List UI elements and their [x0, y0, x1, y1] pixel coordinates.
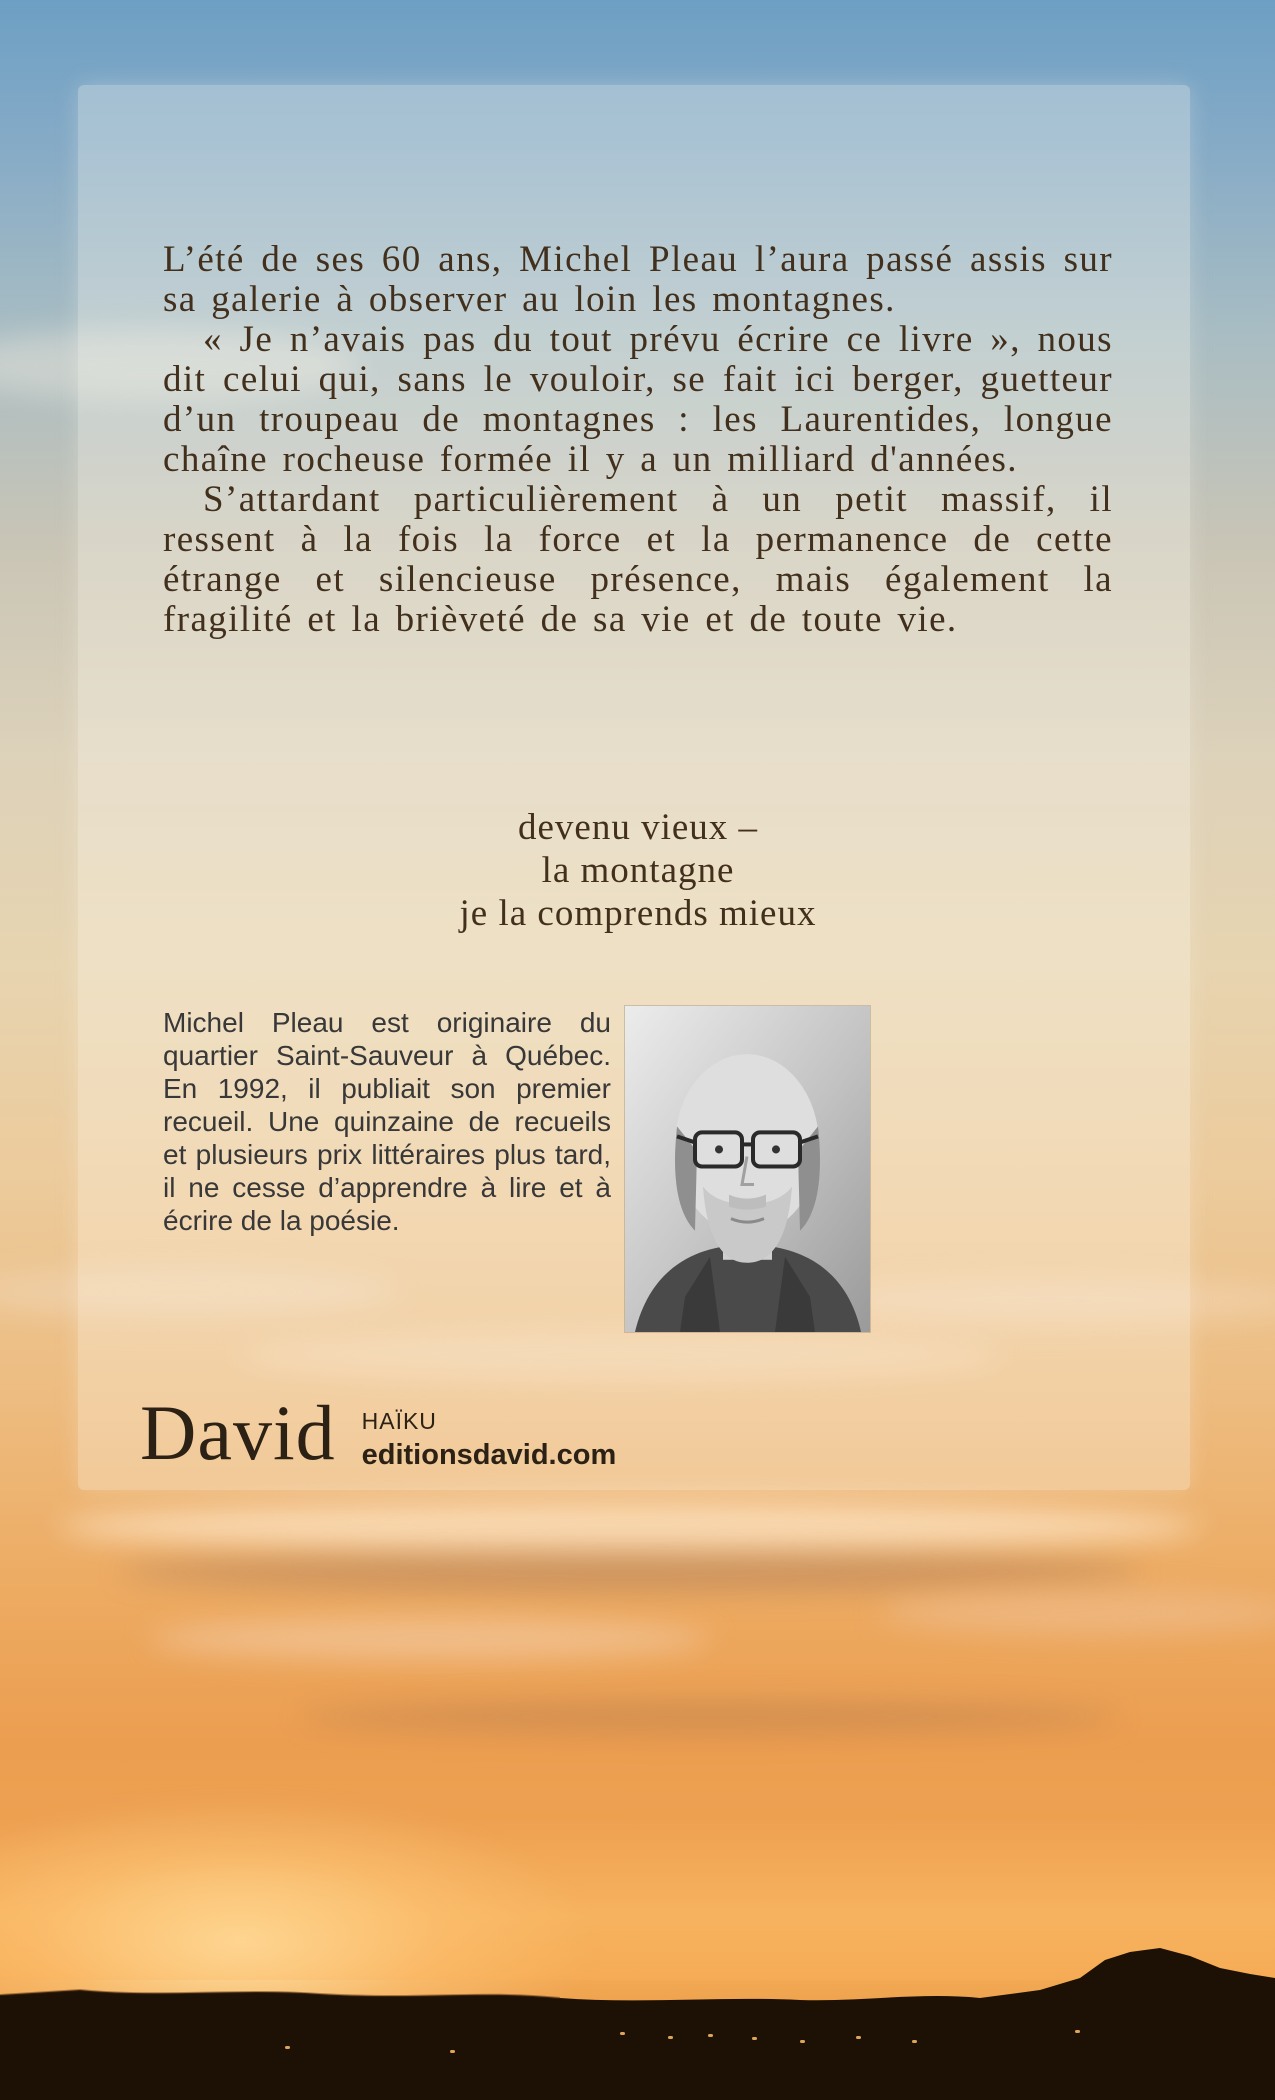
- distant-light: [912, 2040, 917, 2043]
- cloud: [880, 1592, 1275, 1634]
- cloud-shadow: [300, 1700, 1120, 1734]
- portrait-illustration: [625, 1006, 870, 1332]
- cloud: [150, 1618, 710, 1660]
- horizon-silhouette: [0, 1940, 1275, 2100]
- haiku-line: devenu vieux –: [517, 807, 759, 848]
- author-bio: Michel Pleau est originaire du quartier Saint-Sauveur à Québec. En 1992, il publiait son premier recueil. Une quinzaine de recueils et plusieurs prix littéraires plus tard, il ne cesse d’apprendre à lire et à écrire de la poésie.: [163, 1007, 611, 1236]
- synopsis: [163, 240, 1113, 640]
- publisher-logo: David: [140, 1389, 336, 1476]
- synopsis-paragraph: « Je n’avais pas du tout prévu écrire ce livre », nous dit celui qui, sans le vouloir, se fait ici berger, guetteur d’un troupeau de montagnes : les Laurentides, longue chaîne rocheuse formée il y a un milliard d'années.: [163, 319, 1113, 480]
- synopsis-paragraph: S’attardant particulièrement à un petit massif, il ressent à la fois la force et la permanence de cette étrange et silencieuse présence, mais également la fragilité et la brièveté de sa vie et de toute vie.: [163, 479, 1113, 640]
- author-portrait-photo: [625, 1006, 870, 1332]
- distant-light: [450, 2050, 455, 2053]
- haiku: [163, 806, 1113, 935]
- distant-light: [620, 2032, 625, 2035]
- cloud-shadow: [120, 1552, 1140, 1592]
- distant-light: [856, 2036, 861, 2039]
- haiku-line: je la comprends mieux: [459, 893, 817, 934]
- cloud: [60, 1500, 1200, 1552]
- distant-light: [285, 2046, 290, 2049]
- publisher-info: [362, 1392, 617, 1472]
- collection-label: HAÏKU: [361, 1408, 437, 1434]
- haiku-line: la montagne: [541, 850, 735, 891]
- distant-light: [800, 2040, 805, 2043]
- publisher-website: editionsdavid.com: [361, 1439, 617, 1471]
- distant-light: [708, 2034, 713, 2037]
- distant-light: [752, 2037, 757, 2040]
- distant-light: [668, 2036, 673, 2039]
- distant-light: [1075, 2030, 1080, 2033]
- publisher-block: [140, 1389, 617, 1476]
- synopsis-paragraph: L’été de ses 60 ans, Michel Pleau l’aura passé assis sur sa galerie à observer au loin les montagnes.: [163, 239, 1113, 320]
